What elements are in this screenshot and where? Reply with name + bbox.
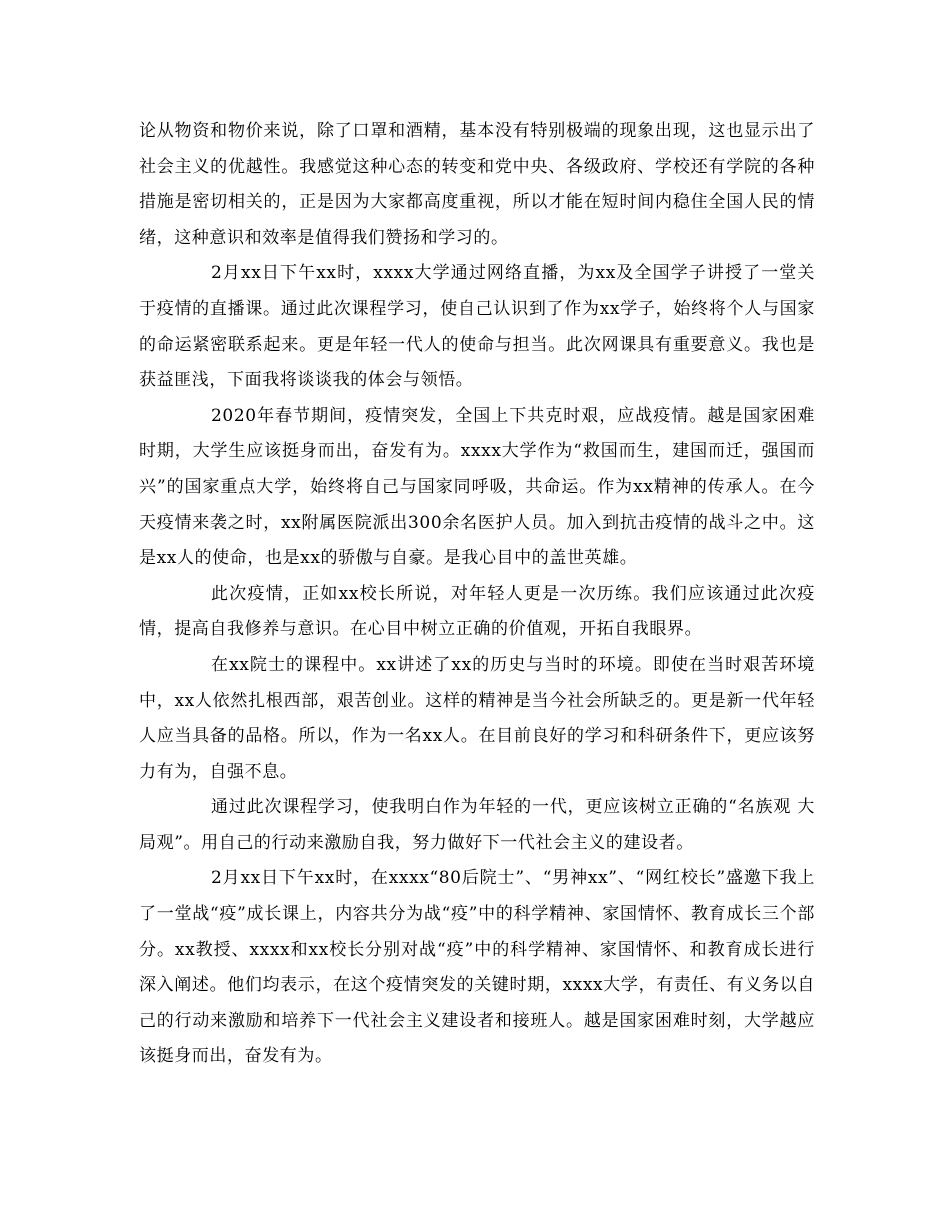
paragraph-continuation: 论从物资和物价来说，除了口罩和酒精，基本没有特别极端的现象出现，这也显示出了社会主义的优越性。我感觉这种心态的转变和党中央、各级政府、学校还有学院的各种措施是密切相关的，正是因为大家都高度重视，所以才能在短时间内稳住全国人民的情绪，这种意识和效率是值得我们赞扬和学习的。 <box>139 121 815 248</box>
paragraph-spring-festival: 2020年春节期间，疫情突发，全国上下共克时艰，应战疫情。越是国家困难时期，大学生应该挺身而出，奋发有为。xxxx大学作为“救国而生，建国而迁，强国而兴”的国家重点大学，始终将自己与国家同呼吸，共命运。作为xx精神的传承人。在今天疫情来袭之时，xx附属医院派出300余名医护人员。加入到抗击疫情的战斗之中。这是xx人的使命，也是xx的骄傲与自豪。是我心目中的盖世英雄。 <box>139 405 815 569</box>
paragraph-live-lecture: 2月xx日下午xx时，xxxx大学通过网络直播，为xx及全国学子讲授了一堂关于疫情的直播课。通过此次课程学习，使自己认识到了作为xx学子，始终将个人与国家的命运紧密联系起来。更是年轻一代人的使命与担当。此次网课具有重要意义。我也是获益匪浅，下面我将谈谈我的体会与领悟。 <box>139 263 815 391</box>
document-body <box>139 114 815 1075</box>
paragraph-growth-class: 2月xx日下午xx时，在xxxx“80后院士”、“男神xx”、“网红校长”盛邀下我上了一堂战“疫”成长课上，内容共分为战“疫”中的科学精神、家国情怀、教育成长三个部分。xx教授、xxxx和xx校长分别对战“疫”中的科学精神、家国情怀、和教育成长进行深入阐述。他们均表示，在这个疫情突发的关键时期，xxxx大学，有责任、有义务以自己的行动来激励和培养下一代社会主义建设者和接班人。越是国家困难时刻，大学越应该挺身而出，奋发有为。 <box>139 868 815 1067</box>
paragraph-academician-course: 在xx院士的课程中。xx讲述了xx的历史与当时的环境。即使在当时艰苦环境中，xx人依然扎根西部，艰苦创业。这样的精神是当今社会所缺乏的。更是新一代年轻人应当具备的品格。所以，作为一名xx人。在目前良好的学习和科研条件下，更应该努力有为，自强不息。 <box>139 654 815 782</box>
paragraph-principal-remarks: 此次疫情，正如xx校长所说，对年轻人更是一次历练。我们应该通过此次疫情，提高自我修养与意识。在心目中树立正确的价值观，开拓自我眼界。 <box>139 583 815 640</box>
paragraph-course-lesson: 通过此次课程学习，使我明白作为年轻的一代，更应该树立正确的“名族观 大局观”。用自己的行动来激励自我，努力做好下一代社会主义的建设者。 <box>139 797 815 853</box>
